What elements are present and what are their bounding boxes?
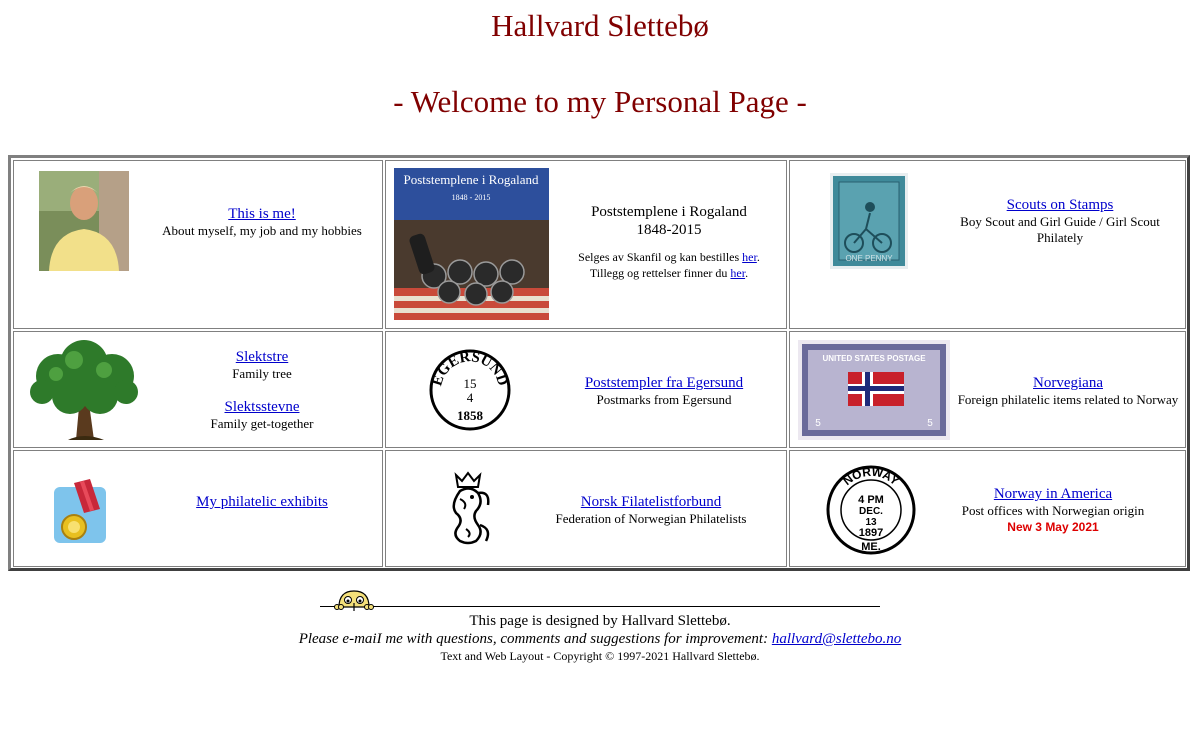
norway-stamp-day: 13 bbox=[865, 517, 877, 528]
cell-scouts bbox=[789, 160, 1186, 329]
nff-link[interactable]: Norsk Filatelistforbund bbox=[580, 494, 722, 510]
exhibits-link[interactable]: My philatelic exhibits bbox=[196, 494, 328, 510]
scouts-link[interactable]: Scouts on Stamps bbox=[1006, 197, 1114, 213]
footer-copyright: Text and Web Layout - Copyright © 1997-2021 Hallvard Slettebø. bbox=[440, 649, 760, 663]
book-cover-years: 1848 - 2015 bbox=[451, 193, 491, 202]
scout-stamp-image[interactable] bbox=[830, 173, 908, 269]
egersund-stamp-month: 4 bbox=[466, 390, 474, 405]
norway-america-desc: Post offices with Norwegian origin bbox=[961, 503, 1145, 518]
norway-stamp-year: 1897 bbox=[858, 527, 884, 539]
cell-norvegiana bbox=[789, 331, 1186, 448]
norway-america-link[interactable]: Norway in America bbox=[993, 486, 1113, 502]
content-table bbox=[8, 155, 1190, 571]
norway-stamp-top: NORWAY bbox=[840, 465, 902, 489]
book-title: Poststemplene i Rogaland bbox=[591, 204, 747, 220]
site-subtitle: - Welcome to my Personal Page - bbox=[393, 84, 807, 119]
book-years: 1848-2015 bbox=[636, 222, 702, 238]
cell-rogaland-book bbox=[385, 160, 787, 329]
book-cover-image[interactable] bbox=[394, 168, 549, 320]
tree-image[interactable] bbox=[28, 340, 140, 440]
site-title: Hallvard Slettebø bbox=[491, 8, 709, 43]
norway-stamp-time: 4 PM bbox=[858, 494, 884, 506]
portrait-photo[interactable] bbox=[39, 171, 129, 271]
family-gathering-link[interactable]: Slektsstevne bbox=[224, 399, 300, 415]
cell-norway-america bbox=[789, 450, 1186, 567]
cell-nff bbox=[385, 450, 787, 567]
footer-divider bbox=[320, 606, 880, 607]
family-tree-link[interactable]: Slektstre bbox=[235, 349, 289, 365]
book-order-link[interactable]: her bbox=[742, 250, 757, 264]
book-cover-title: Poststemplene i Rogaland bbox=[403, 172, 539, 187]
egersund-postmark-image[interactable] bbox=[428, 348, 512, 432]
footer-designer: This page is designed by Hallvard Slettebø. bbox=[469, 613, 731, 629]
period-2: . bbox=[745, 266, 749, 280]
norvegiana-stamp-image[interactable] bbox=[798, 340, 950, 440]
book-sale-text: Selges av Skanfil og kan bestilles bbox=[578, 250, 743, 264]
norvegiana-stamp-top: UNITED STATES POSTAGE bbox=[822, 354, 926, 363]
cell-family bbox=[13, 331, 383, 448]
norway-postmark-image[interactable] bbox=[824, 465, 918, 555]
egersund-stamp-town: EGERSUND bbox=[429, 349, 511, 388]
family-tree-desc: Family tree bbox=[232, 366, 292, 381]
footer-contact-text: Please e-maiI me with questions, comments and suggestions for improvement: bbox=[298, 631, 772, 647]
about-me-desc: About myself, my job and my hobbies bbox=[162, 223, 362, 238]
cell-exhibits bbox=[13, 450, 383, 567]
footer-email-link[interactable]: hallvard@slettebo.no bbox=[771, 631, 902, 647]
scouts-desc: Boy Scout and Girl Guide / Girl Scout Philately bbox=[960, 214, 1160, 245]
egersund-stamp-day: 15 bbox=[463, 376, 477, 391]
cell-egersund bbox=[385, 331, 787, 448]
about-me-link[interactable]: This is me! bbox=[228, 206, 296, 222]
norway-stamp-month: DEC. bbox=[859, 506, 883, 517]
egersund-stamp-year: 1858 bbox=[457, 408, 483, 423]
book-errata-link[interactable]: her bbox=[730, 266, 746, 280]
book-errata-text: Tillegg og rettelser finner du bbox=[589, 266, 731, 280]
norvegiana-stamp-right: 5 bbox=[927, 418, 933, 429]
norvegiana-stamp-left: 5 bbox=[815, 418, 821, 429]
cell-about-me bbox=[13, 160, 383, 329]
medal-image[interactable] bbox=[52, 479, 114, 545]
family-gathering-desc: Family get-together bbox=[210, 416, 314, 431]
egersund-desc: Postmarks from Egersund bbox=[596, 392, 732, 407]
nff-desc: Federation of Norwegian Philatelists bbox=[555, 511, 747, 526]
nff-lion-logo[interactable] bbox=[442, 469, 498, 547]
scout-stamp-text: ONE PENNY bbox=[845, 254, 893, 263]
norway-stamp-state: ME. bbox=[861, 541, 881, 553]
norvegiana-desc: Foreign philatelic items related to Norway bbox=[957, 392, 1179, 407]
period-1: . bbox=[756, 250, 760, 264]
egersund-link[interactable]: Poststempler fra Egersund bbox=[584, 375, 744, 391]
norvegiana-link[interactable]: Norvegiana bbox=[1033, 375, 1103, 391]
footer bbox=[0, 612, 1200, 664]
new-badge: New 3 May 2021 bbox=[1007, 520, 1099, 534]
